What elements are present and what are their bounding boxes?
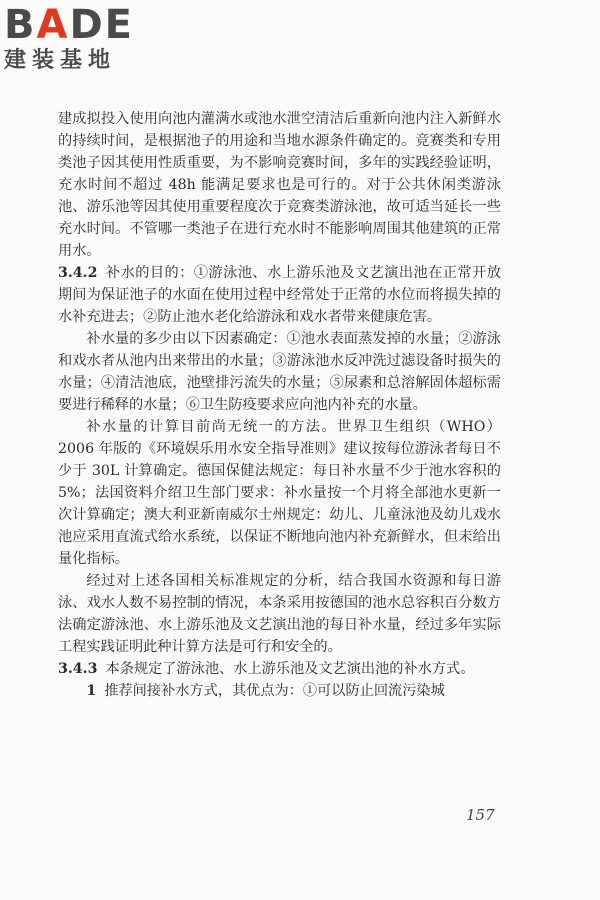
page-number: 157 — [466, 806, 495, 824]
section-number: 3.4.2 — [58, 265, 98, 281]
paragraph-text: 建成拟投入使用向池内灌满水或池水泄空清洁后重新向池内注入新鲜水的持续时间，是根据池子的用途和当地水源条件确定的。竞赛类和专用类池子因其使用性质重要，为不影响竞赛时间，多年的实践经验证明，充水时间不超过 48h 能满足要求也是可行的。对于公共休闲类游泳池、游乐池等因其使用重要程度次于竞赛类游泳池，故可适当延长一些充水时间。不管哪一类池子在进行充水时不能影响周围其他建筑的正常用水。 — [58, 111, 501, 259]
paragraph-text: 补水量的多少由以下因素确定：①池水表面蒸发掉的水量；②游泳和戏水者从池内出来带出的水量；③游泳池水反冲洗过滤设备时损失的水量；④清洁池底，池壁排污流失的水量；⑤尿素和总溶解固体超标需要进行稀释的水量；⑥卫生防疫要求应向池内补充的水量。 — [58, 331, 501, 413]
paragraph-7 — [58, 680, 501, 702]
paragraph-text: 经过对上述各国相关标准规定的分析，结合我国水资源和每日游泳、戏水人数不易控制的情况，本条采用按德国的池水总容积百分数方法确定游泳池、水上游乐池及文艺演出池的每日补水量，经过多年实际工程实践证明此种计算方法是可行和安全的。 — [58, 573, 501, 655]
logo-subtitle: 建装基地 — [4, 48, 117, 73]
paragraph-text: 推荐间接补水方式，其优点为：①可以防止回流污染城 — [104, 683, 445, 699]
section-number: 1 — [86, 683, 97, 699]
document-body — [58, 108, 501, 702]
paragraph-5 — [58, 570, 501, 658]
paragraph-text: 补水的目的：①游泳池、水上游乐池及文艺演出池在正常开放期间为保证池子的水面在使用过程中经常处于正常的水位而将损失掉的水补充进去；②防止池水老化给游泳和戏水者带来健康危害。 — [58, 265, 501, 325]
paragraph-text: 本条规定了游泳池、水上游乐池及文艺演出池的补水方式。 — [105, 661, 475, 677]
logo-accent-letter: A — [36, 2, 70, 48]
paragraph-text: 补水量的计算目前尚无统一的方法。世界卫生组织（WHO）2006 年版的《环境娱乐用水安全指导准则》建议按每位游泳者每日不少于 30L 计算确定。德国保健法规定：每日补水量不少于池水容积的 5%；法国资料介绍卫生部门要求：补水量按一个月将全部池水更新一次计算确定；澳大利亚新南威尔士州规定：幼儿、儿童泳池及幼儿戏水池应采用直流式给水系统，以保证不断地向池内补充新鲜水，但未给出量化指标。 — [58, 419, 501, 567]
section-number: 3.4.3 — [58, 661, 98, 677]
paragraph-4 — [58, 416, 501, 570]
logo-mark: BADE — [4, 2, 134, 48]
paragraph-3 — [58, 328, 501, 416]
paragraph-1 — [58, 108, 501, 262]
paragraph-6 — [58, 658, 501, 680]
paragraph-2 — [58, 262, 501, 328]
logo — [4, 4, 184, 74]
